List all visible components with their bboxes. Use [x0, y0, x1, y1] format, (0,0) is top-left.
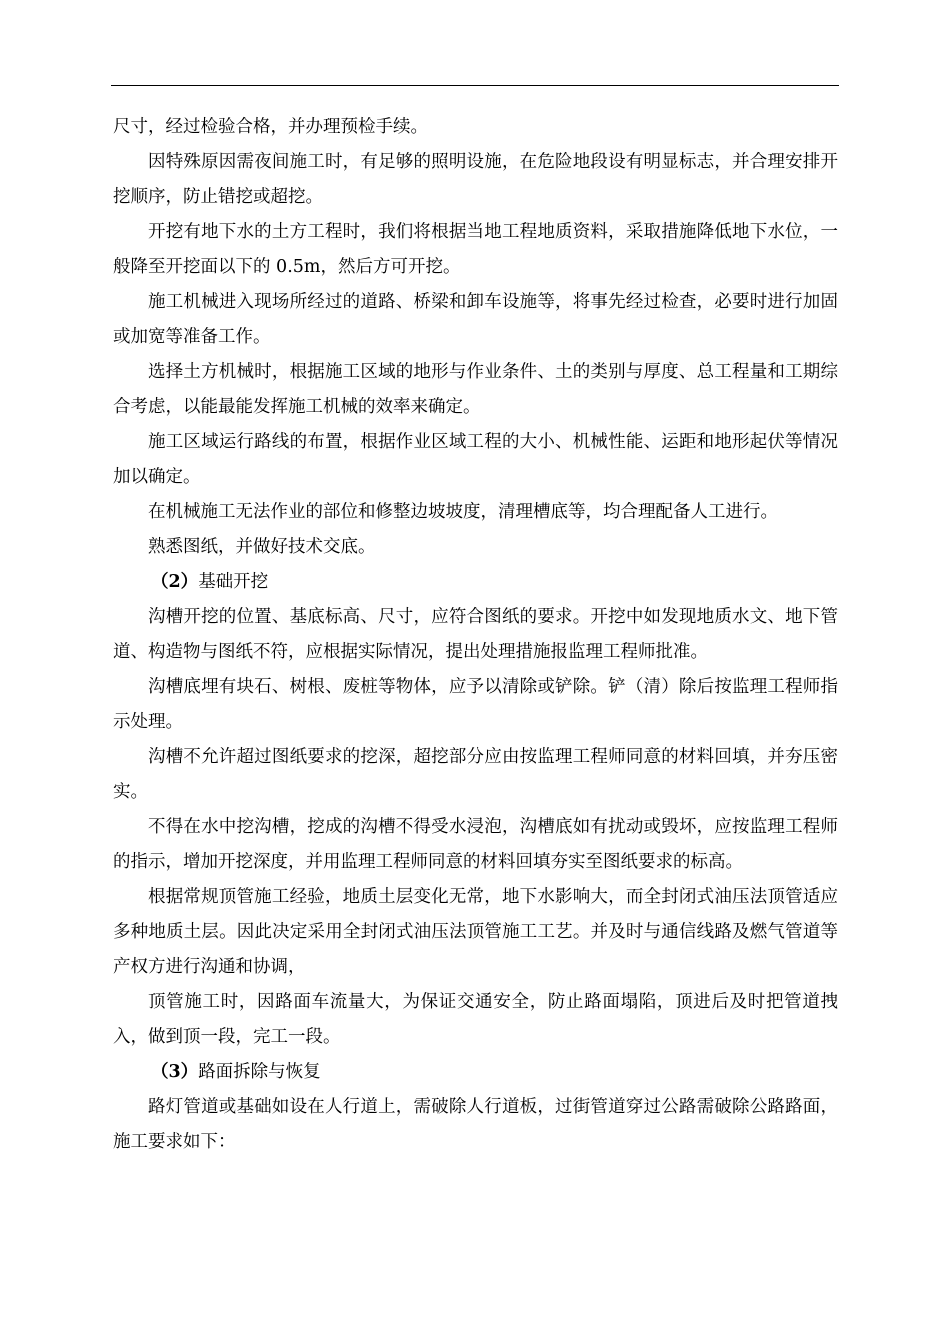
paragraph: 开挖有地下水的土方工程时，我们将根据当地工程地质资料，采取措施降低地下水位，一般降至开挖面以下的 0.5m，然后方可开挖。	[113, 222, 838, 277]
paragraph: 尺寸，经过检验合格，并办理预检手续。	[113, 117, 428, 137]
document-body	[113, 110, 838, 1160]
paragraph: 熟悉图纸，并做好技术交底。	[148, 537, 376, 557]
paragraph: 选择土方机械时，根据施工区域的地形与作业条件、土的类别与厚度、总工程量和工期综合考虑，以能最能发挥施工机械的效率来确定。	[113, 362, 838, 417]
section-number: （2）	[151, 572, 199, 592]
paragraph: 路灯管道或基础如设在人行道上，需破除人行道板，过街管道穿过公路需破除公路路面，施工要求如下：	[113, 1097, 838, 1152]
paragraph: 沟槽底埋有块石、树根、废桩等物体，应予以清除或铲除。铲（清）除后按监理工程师指示处理。	[113, 677, 838, 732]
paragraph: 在机械施工无法作业的部位和修整边坡坡度，清理槽底等，均合理配备人工进行。	[148, 502, 778, 522]
paragraph: 沟槽不允许超过图纸要求的挖深，超挖部分应由按监理工程师同意的材料回填，并夯压密实。	[113, 747, 838, 802]
paragraph: 施工区域运行路线的布置，根据作业区域工程的大小、机械性能、运距和地形起伏等情况加以确定。	[113, 432, 838, 487]
section-heading-3	[113, 1055, 838, 1090]
section-title: 基础开挖	[198, 572, 269, 592]
section-heading-2	[113, 565, 838, 600]
section-title: 路面拆除与恢复	[198, 1062, 321, 1082]
paragraph: 根据常规顶管施工经验，地质土层变化无常，地下水影响大，而全封闭式油压法顶管适应多种地质土层。因此决定采用全封闭式油压法顶管施工工艺。并及时与通信线路及燃气管道等产权方进行沟通和协调，	[113, 887, 838, 977]
paragraph: 顶管施工时，因路面车流量大，为保证交通安全，防止路面塌陷，顶进后及时把管道拽入，做到顶一段，完工一段。	[113, 992, 838, 1047]
paragraph: 施工机械进入现场所经过的道路、桥梁和卸车设施等，将事先经过检查，必要时进行加固或加宽等准备工作。	[113, 292, 838, 347]
section-number: （3）	[151, 1062, 199, 1082]
paragraph: 不得在水中挖沟槽，挖成的沟槽不得受水浸泡，沟槽底如有扰动或毁坏，应按监理工程师的指示，增加开挖深度，并用监理工程师同意的材料回填夯实至图纸要求的标高。	[113, 817, 838, 872]
header-rule	[111, 85, 839, 86]
paragraph: 沟槽开挖的位置、基底标高、尺寸，应符合图纸的要求。开挖中如发现地质水文、地下管道、构造物与图纸不符，应根据实际情况，提出处理措施报监理工程师批准。	[113, 607, 838, 662]
paragraph: 因特殊原因需夜间施工时，有足够的照明设施，在危险地段设有明显标志，并合理安排开挖顺序，防止错挖或超挖。	[113, 152, 838, 207]
